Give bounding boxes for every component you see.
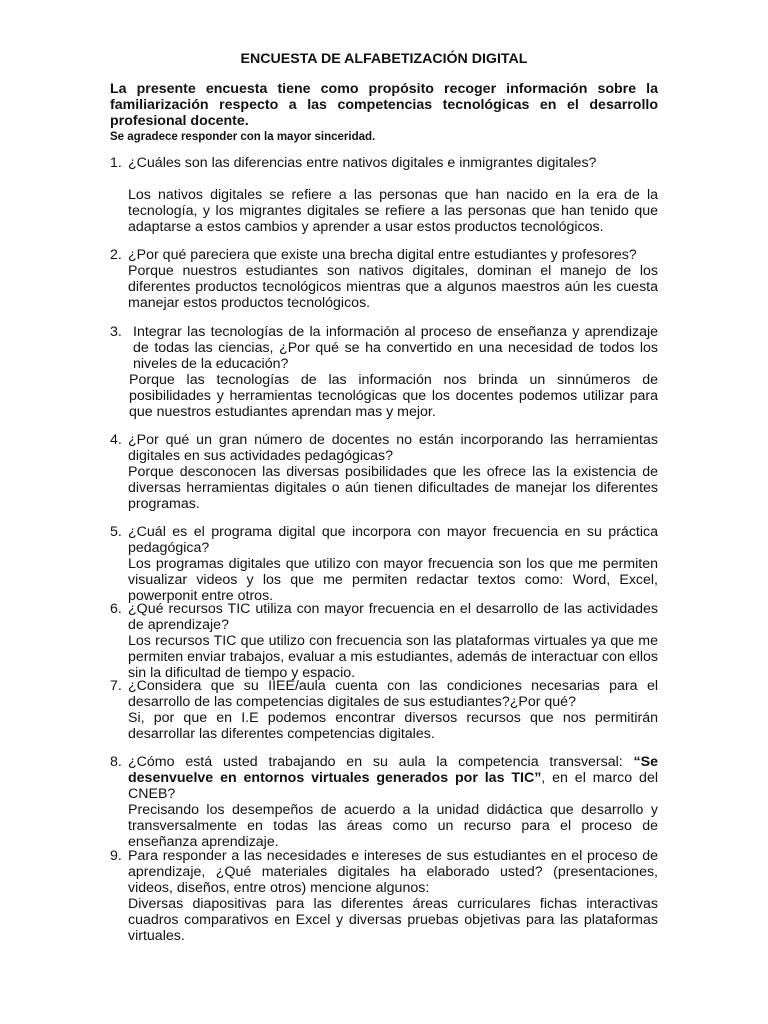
question-number: 8.: [110, 754, 122, 770]
intro-paragraph: La presente encuesta tiene como propósito recoger información sobre la familiarización respecto a las competencias tecnológicas en el desarrollo profesional docente.: [110, 81, 658, 129]
question-number: 3.: [110, 324, 122, 340]
question-text: [128, 754, 658, 802]
question-item-6: [110, 601, 658, 681]
question-text: ¿Considera que su IIEE/aula cuenta con las condiciones necesarias para el desarrollo de las competencias digitales de sus estudiantes?¿Por qué?: [128, 678, 658, 710]
answer-text: Los recursos TIC que utilizo con frecuencia son las plataformas virtuales ya que me permiten enviar trabajos, evaluar a mis estudiantes, además de interactuar con ellos sin la dificultad de tiempo y espacio.: [128, 633, 658, 681]
answer-text: Porque desconocen las diversas posibilidades que les ofrece las la existencia de diversas herramientas digitales o aún tienen dificultades de manejar los diferentes programas.: [128, 464, 658, 512]
competency-name: “Se desenvuelve en entornos virtuales generados por las TIC”: [128, 754, 658, 786]
question-number: 5.: [110, 524, 122, 540]
instruction-note: Se agradece responder con la mayor sinceridad.: [110, 131, 376, 143]
question-item-4: [110, 432, 658, 512]
question-text-end: , en el marco del CNEB?: [128, 770, 658, 802]
question-number: 4.: [110, 432, 122, 448]
answer-text: Porque las tecnologías de las información nos brinda un sinnúmeros de posibilidades y herramientas tecnológicas que los docentes podemos utilizar para que nuestros estudiantes aprendan mas y mejor.: [129, 372, 658, 420]
question-text: Integrar las tecnologías de la información al proceso de enseñanza y aprendizaje de todas las ciencias, ¿Por qué se ha convertido en una necesidad de todos los niveles de la educación?: [133, 324, 658, 372]
question-number: 2.: [110, 247, 122, 263]
question-item-3: [110, 324, 658, 420]
question-text: ¿Qué recursos TIC utiliza con mayor frecuencia en el desarrollo de las actividades de aprendizaje?: [128, 601, 658, 633]
document-title: ENCUESTA DE ALFABETIZACIÓN DIGITAL: [240, 51, 528, 67]
answer-text: Si, por que en I.E podemos encontrar diversos recursos que nos permitirán desarrollar las diferentes competencias digitales.: [128, 710, 658, 742]
question-item-9: [110, 848, 658, 944]
answer-text: Precisando los desempeños de acuerdo a la unidad didáctica que desarrollo y transversalmente en todas las áreas como un recurso para el proceso de enseñanza aprendizaje.: [128, 802, 658, 850]
question-number: 6.: [110, 601, 122, 617]
question-number: 9.: [110, 848, 122, 864]
question-text: Para responder a las necesidades e intereses de sus estudiantes en el proceso de aprendizaje, ¿Qué materiales digitales ha elaborado usted? (presentaciones, videos, diseños, entre otros) mencione algunos:: [128, 848, 658, 896]
question-item-7: [110, 678, 658, 742]
question-item-1: [110, 155, 658, 235]
question-text-start: ¿Cómo está usted trabajando en su aula la competencia transversal:: [128, 754, 634, 770]
question-text: ¿Cuál es el programa digital que incorpora con mayor frecuencia en su práctica pedagógica?: [128, 524, 658, 556]
question-text: ¿Cuáles son las diferencias entre nativos digitales e inmigrantes digitales?: [128, 155, 597, 171]
question-item-2: [110, 247, 658, 311]
question-number: 1.: [110, 155, 122, 171]
question-item-8: [110, 754, 658, 850]
question-text: ¿Por qué un gran número de docentes no están incorporando las herramientas digitales en sus actividades pedagógicas?: [128, 432, 658, 464]
answer-text: Los programas digitales que utilizo con mayor frecuencia son los que me permiten visualizar videos y los que me permiten redactar textos como: Word, Excel, powerponit entre otros.: [128, 556, 658, 604]
question-number: 7.: [110, 678, 122, 694]
question-text: ¿Por qué pareciera que existe una brecha digital entre estudiantes y profesores?: [128, 247, 637, 263]
question-item-5: [110, 524, 658, 604]
answer-text: Porque nuestros estudiantes son nativos digitales, dominan el manejo de los diferentes productos tecnológicos mientras que a algunos maestros aún les cuesta manejar estos productos tecnológicos.: [128, 263, 658, 311]
answer-text: Los nativos digitales se refiere a las personas que han nacido en la era de la tecnología, y los migrantes digitales se refiere a las personas que han tenido que adaptarse a estos cambios y aprender a usar estos productos tecnológicos.: [128, 187, 658, 235]
answer-text: Diversas diapositivas para las diferentes áreas curriculares fichas interactivas cuadros comparativos en Excel y diversas pruebas objetivas para las plataformas virtuales.: [128, 896, 658, 944]
